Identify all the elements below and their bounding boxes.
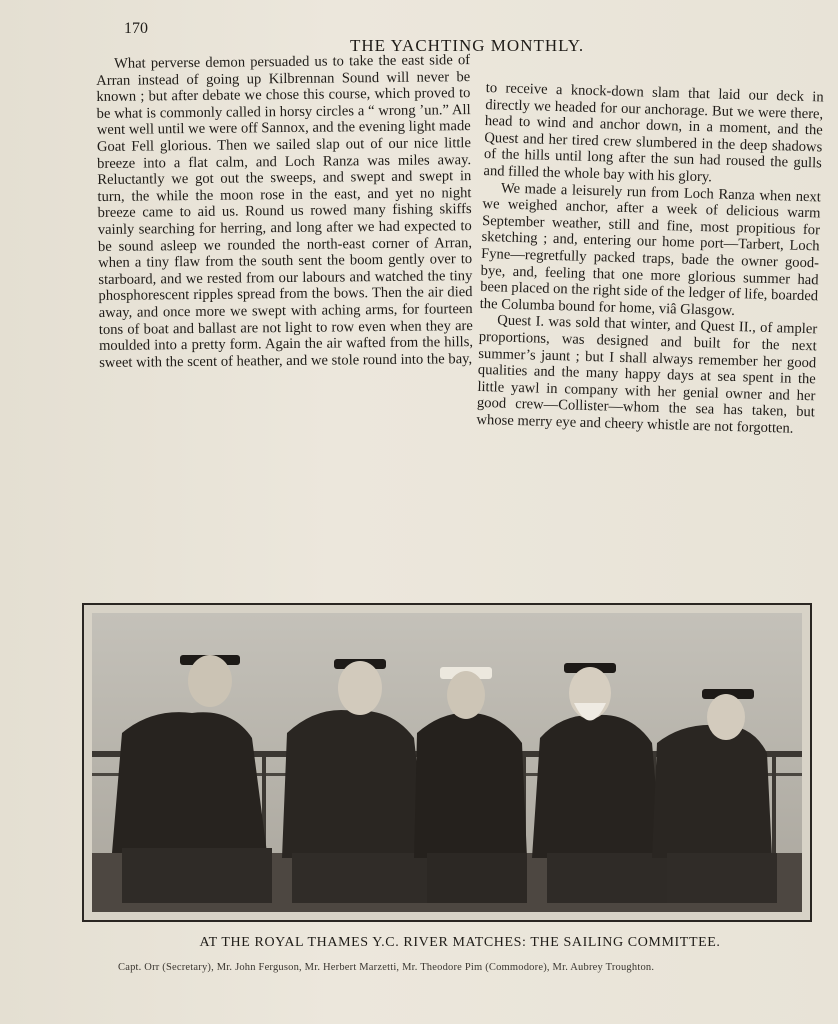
photo-subcaption: Capt. Orr (Secretary), Mr. John Ferguson, Mr. Herbert Marzetti, Mr. Theodore Pim (Commodore), Mr. Aubrey Troughton. [118,962,655,973]
article-paragraph: Quest I. was sold that winter, and Quest II., of ampler proportions, was designed and built for the next summer’s jaunt ; but I shall always remember her good qualities and the many happy days at sea spent in the little yawl in company with her genial owner and her good crew—Collister—whom the sea has taken, but whose merry eye and cheery whistle are not forgotten. [476,312,818,437]
running-head: THE YACHTING MONTHLY. [350,36,585,55]
photo-caption: AT THE ROYAL THAMES Y.C. RIVER MATCHES: THE SAILING COMMITTEE. [199,935,721,950]
article-paragraph: What perverse demon persuaded us to take the east side of Arran instead of going up Kilbrennan Sound will never be known ; but after debate we chose this course, which proved to be what is commonly called in horsy circles a “ wrong ’un.” All went well until we were off Sannox, and the evening light made Goat Fell glorious. Then we sailed slap out of our nice little breeze into a flat calm, and Loch Ranza was miles away. Reluctantly we got out the sweeps, and swept and swept in turn, the while the moon rose in the east, and yet no night breeze came to aid us. Round us rowed many fishing skiffs vainly searching for herring, and long after we had expected to be sound asleep we rounded the north-east corner of Arran, when a tiny flaw from the south sent the boom gently over to starboard, and we rested from our labours and watched the tiny phosphorescent ripples spread from the bows. Then the air died away, and once more we swept with aching arms, for fourteen tons of boat and ballast are not light to row even when they are moulded into a pretty form. Again the air wafted from the hills, sweet with the scent of heather, and we stole round into the bay, [96,52,474,371]
article-column-left [96,52,473,371]
committee-photograph [82,603,812,922]
article-column-right [476,80,824,438]
article-paragraph: We made a leisurely run from Loch Ranza when next we weighed anchor, after a week of delicious warm September weather, still and fine, most propitious for sketching ; and, entering our home port—Tarbert, Loch Fyne—regretfully packed traps, bade the owner good-bye, and, feeling that one more glorious summer had been placed on the right side of the ledger of life, boarded the Columba bound for home, viâ Glasgow. [479,180,822,319]
group-photograph-icon [92,613,802,912]
article-paragraph: to receive a knock-down slam that laid our deck in directly we headed for our anchorage. But we were there, head to wind and anchor down, in a moment, and the Quest and her tired crew slumbered in the deep shadows of the hills until long after the sun had roused the gulls and filled the whole bay with his glory. [483,80,824,186]
page-number: 170 [124,20,148,37]
